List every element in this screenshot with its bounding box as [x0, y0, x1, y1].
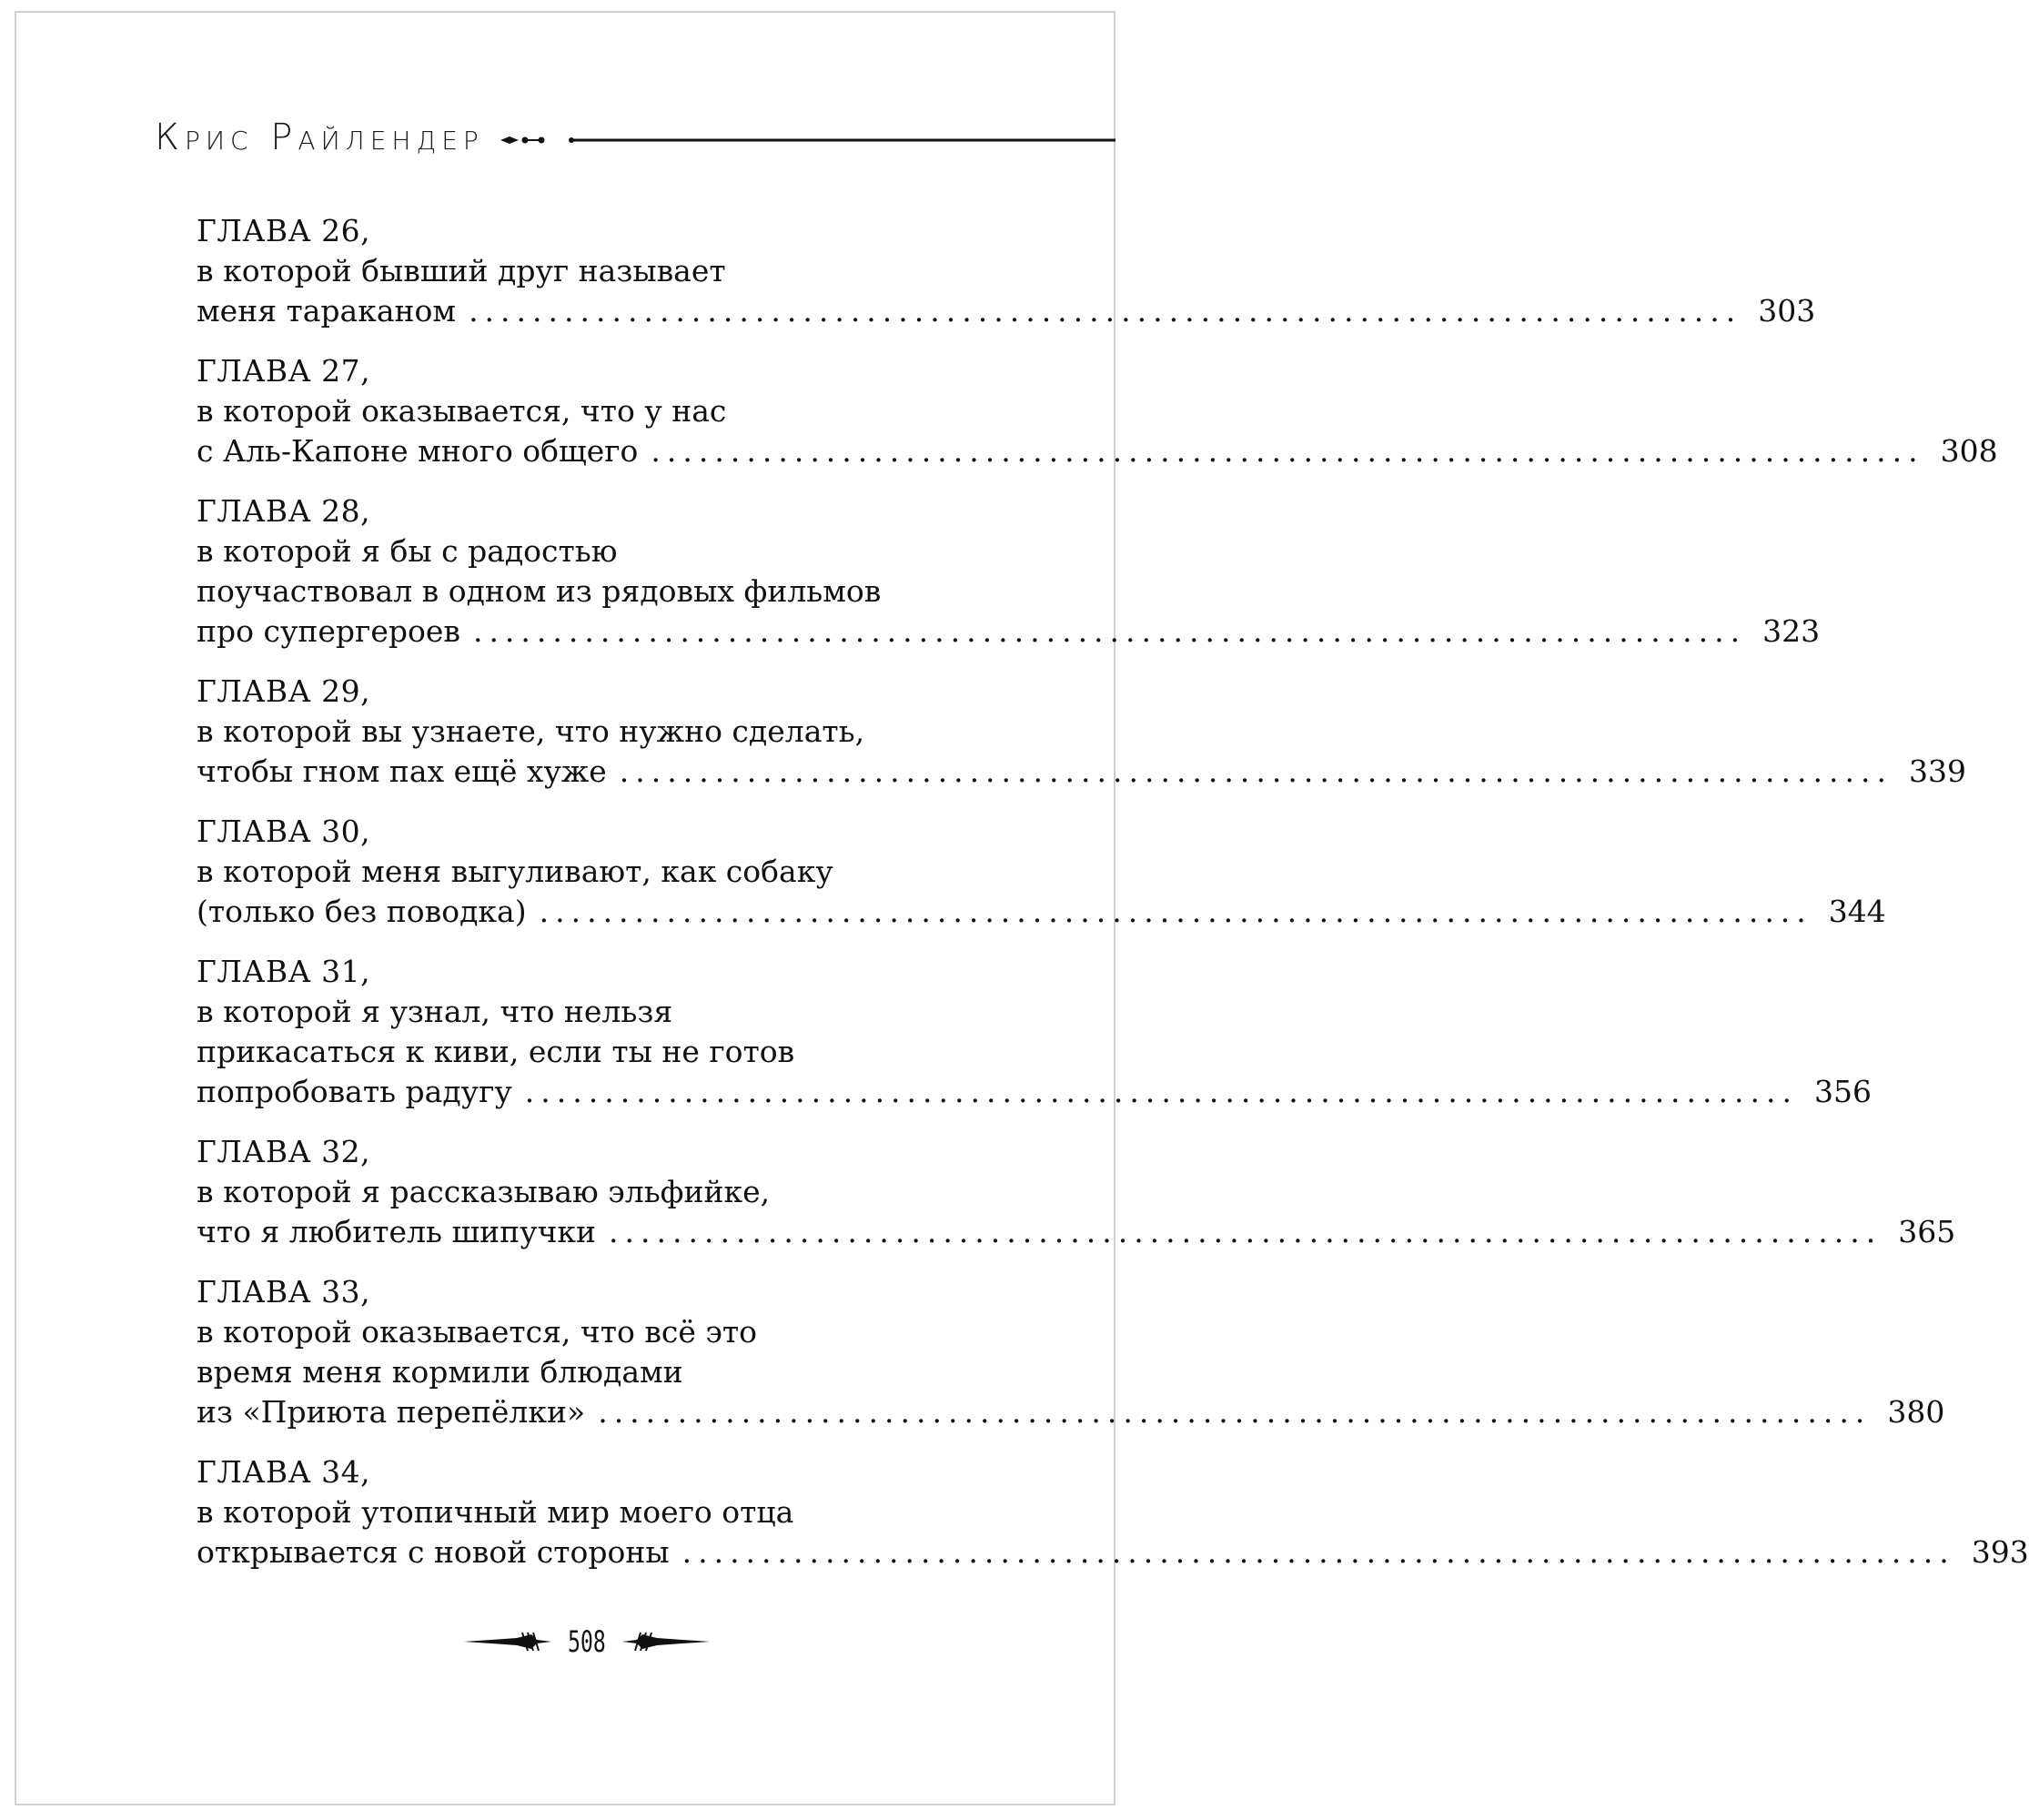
toc-chapter-last-line: [197, 612, 1821, 652]
toc-chapter-title-line: (только без поводка): [197, 894, 527, 929]
toc-chapter-heading: ГЛАВА 33,: [197, 1274, 371, 1309]
toc-chapter-last-line: [197, 291, 1816, 331]
toc-chapter-title-line: в которой я узнал, что нельзя: [197, 994, 673, 1029]
toc-chapter-heading: ГЛАВА 31,: [197, 954, 371, 989]
toc-chapter-heading: ГЛАВА 32,: [197, 1134, 371, 1169]
toc-page-number: 365: [1898, 1214, 1956, 1249]
toc-entry: [197, 491, 1821, 652]
toc-page-number: 356: [1813, 1074, 1872, 1109]
toc-chapter-title-line: в которой я рассказываю эльфийке,: [197, 1174, 771, 1209]
running-head-author: Крис Райлендер: [155, 116, 484, 158]
toc-entry: [197, 1132, 1956, 1252]
toc-chapter-heading: ГЛАВА 30,: [197, 814, 371, 849]
toc-chapter-heading: ГЛАВА 34,: [197, 1454, 371, 1490]
toc-chapter-last-line: [197, 892, 1886, 932]
toc-chapter-title-line: с Аль-Капоне много общего: [197, 433, 639, 469]
toc-chapter-title-line: в которой бывший друг называет: [197, 253, 726, 288]
header-ornament-icon: [500, 129, 1115, 151]
toc-page-number: 308: [1940, 433, 1998, 469]
toc-chapter-last-line: [197, 1072, 1872, 1112]
toc-chapter-heading: ГЛАВА 29,: [197, 673, 371, 709]
toc-dot-leader: ................................................................................: [619, 753, 1893, 789]
toc-page-number: 303: [1758, 293, 1816, 329]
toc-chapter-last-line: [197, 431, 1998, 471]
toc-chapter-title-line: поучаствовал в одном из рядовых фильмов: [197, 573, 882, 609]
folio-ornament-right-icon: [622, 1629, 710, 1654]
toc-chapter-last-line: [197, 1212, 1956, 1252]
toc-chapter-title-line: что я любитель шипучки: [197, 1214, 597, 1249]
toc-entry: [197, 1452, 2029, 1572]
toc-chapter-last-line: [197, 752, 1966, 792]
toc-chapter-title-line: меня тараканом: [197, 293, 457, 329]
toc-dot-leader: ................................................................................: [472, 613, 1747, 649]
toc-chapter-title-line: в которой оказывается, что у нас: [197, 393, 727, 429]
toc-chapter-title-line: время меня кормили блюдами: [197, 1354, 683, 1390]
toc-chapter-title-line: прикасаться к киви, если ты не готов: [197, 1034, 795, 1069]
toc-dot-leader: ................................................................................: [524, 1074, 1798, 1109]
toc-page-number: 323: [1762, 613, 1821, 649]
toc-chapter-title-line: в которой меня выгуливают, как собаку: [197, 854, 833, 889]
running-head: [155, 116, 1115, 171]
toc-chapter-last-line: [197, 1392, 1945, 1432]
toc-dot-leader: ................................................................................: [539, 894, 1812, 929]
toc-entry: [197, 351, 1998, 471]
toc-chapter-title-line: в которой вы узнаете, что нужно сделать,: [197, 713, 865, 749]
toc-chapter-title-line: в которой утопичный мир моего отца: [197, 1494, 794, 1530]
toc-entry: [197, 952, 1872, 1112]
page-folio: [464, 1622, 710, 1662]
toc-dot-leader: ................................................................................: [598, 1394, 1872, 1430]
folio-ornament-left-icon: [464, 1629, 551, 1654]
toc-chapter-heading: ГЛАВА 26,: [197, 213, 371, 248]
toc-chapter-heading: ГЛАВА 27,: [197, 353, 371, 389]
toc-chapter-last-line: [197, 1532, 2029, 1572]
toc-page-number: 393: [1971, 1534, 2029, 1570]
toc-chapter-title-line: в которой я бы с радостью: [197, 533, 618, 569]
toc-page-number: 344: [1828, 894, 1886, 929]
toc-chapter-title-line: открывается с новой стороны: [197, 1534, 670, 1570]
page-number: 508: [568, 1624, 606, 1659]
toc-entry: [197, 672, 1966, 792]
toc-dot-leader: ................................................................................: [651, 433, 1924, 469]
toc-dot-leader: ................................................................................: [469, 293, 1742, 329]
table-of-contents: [197, 211, 2029, 1592]
toc-entry: [197, 211, 1816, 331]
toc-chapter-title-line: попробовать радугу: [197, 1074, 512, 1109]
toc-entry: [197, 1272, 1945, 1432]
toc-chapter-title-line: чтобы гном пах ещё хуже: [197, 753, 607, 789]
toc-page-number: 380: [1887, 1394, 1945, 1430]
toc-entry: [197, 812, 1886, 932]
toc-page-number: 339: [1908, 753, 1966, 789]
toc-chapter-title-line: в которой оказывается, что всё это: [197, 1314, 758, 1350]
toc-dot-leader: ................................................................................: [609, 1214, 1883, 1249]
toc-chapter-title-line: из «Приюта перепёлки»: [197, 1394, 586, 1430]
toc-chapter-title-line: про супергероев: [197, 613, 460, 649]
toc-dot-leader: ................................................................................: [681, 1534, 1955, 1570]
toc-chapter-heading: ГЛАВА 28,: [197, 493, 371, 529]
